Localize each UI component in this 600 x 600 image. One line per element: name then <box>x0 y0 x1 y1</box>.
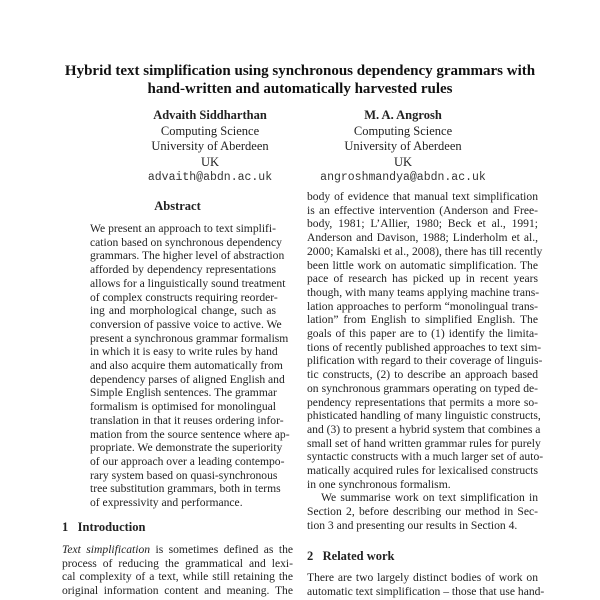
text-line: in one synchronous formalism. <box>307 477 451 491</box>
text-line: We present an approach to text simplifi- <box>90 222 276 235</box>
text-line: Section 2, before describing our method in Sec- <box>307 505 538 519</box>
right-column-body <box>307 190 544 533</box>
text-line: conversion of passive voice to active. We <box>90 317 282 331</box>
text-line: syntactic constructs with a much larger set of auto- <box>307 450 544 464</box>
text-line: in which it is easy to write rules by hand <box>90 345 278 359</box>
author-1 <box>110 108 310 186</box>
text-line: tree substitution grammars, both in terms <box>90 482 281 496</box>
author-2 <box>303 108 503 186</box>
text-line: cation based on synchronous dependency <box>90 235 282 249</box>
text-line: of expressivity and performance. <box>90 496 243 510</box>
text-line: Simple English sentences. The grammar <box>90 386 277 400</box>
author-dept: Computing Science <box>353 123 453 138</box>
author-country: UK <box>393 154 413 169</box>
text-line: dependency parses of aligned English and <box>90 372 285 386</box>
text-line: process of reducing the grammatical and lexi- <box>62 556 293 570</box>
paper-title <box>40 62 560 98</box>
author-name: M. A. Angrosh <box>364 108 442 122</box>
author-univ: University of Aberdeen <box>344 139 462 153</box>
text-line: of our approach over a leading contempo- <box>90 454 285 468</box>
section-heading-introduction: 1 Introduction <box>62 520 146 534</box>
text-line: body of evidence that manual text simplification <box>307 190 538 203</box>
text-line: afforded by dependency representations <box>90 263 276 277</box>
text-line: lation approaches to perform “monolingual trans- <box>307 299 538 313</box>
abstract-body <box>90 222 290 510</box>
text-line: rary system based on quasi-synchronous <box>90 468 278 482</box>
text-line: pendency representations that permits a more so- <box>307 395 538 409</box>
text-line: tic constructs, (2) to describe an approach based <box>307 368 538 382</box>
text-line: on synchronous grammars operating on typed de- <box>307 381 538 395</box>
abstract-heading: Abstract <box>154 199 201 213</box>
text-line: cal complexity of a text, while still retaining the <box>62 570 293 584</box>
text-line: goals of this paper are to (1) identify the limita- <box>307 327 538 341</box>
title-line: hand-written and automatically harvested rules <box>147 81 453 97</box>
text-line: tions of recently published approaches to text sim- <box>307 340 542 354</box>
text-line: been little work on automatic simplification. The <box>307 258 538 272</box>
author-country: UK <box>200 154 220 169</box>
text-line: We summarise work on text simplification in <box>321 491 538 505</box>
text-line: original information content and meaning. The <box>62 584 293 598</box>
text-line: plification with regard to their coverage of linguis- <box>307 354 543 368</box>
text-line: though, with many teams applying machine trans- <box>307 285 540 299</box>
text-line: Anderson and Davison, 1988; Linderholm et al., <box>307 231 538 245</box>
text-line: matically acquired rules for lexicalised constructs <box>307 464 538 478</box>
text-line: is an effective intervention (Anderson and Free- <box>307 203 538 217</box>
text-line: propriate. We demonstrate the superiority <box>90 441 283 455</box>
author-email: angroshmandya@abdn.ac.uk <box>320 171 486 184</box>
text-line: grammars. The higher level of abstraction <box>90 249 285 263</box>
section-heading-related-work: 2 Related work <box>307 549 395 563</box>
text-line: body, 1981; L’Allier, 1980; Beck et al., 1991; <box>307 217 538 231</box>
text-line: 2000; Kamalski et al., 2008), there has till recently <box>307 244 543 258</box>
text-line: mation from the source sentence where ap- <box>90 427 290 441</box>
text-line: and (3) to present a hybrid system that combines a <box>307 422 541 436</box>
text-line: allows for a linguistically sound treatment <box>90 276 286 290</box>
text-line: pace of research has picked up in recent years <box>307 272 538 286</box>
author-email: advaith@abdn.ac.uk <box>147 171 273 184</box>
text-line: and also acquire them automatically from <box>90 359 283 373</box>
author-dept: Computing Science <box>160 123 260 138</box>
text-line: ing and morphological change, such as <box>90 304 276 318</box>
text-line: translation in that it reuses ordering infor- <box>90 413 284 427</box>
related-work-body <box>307 571 545 598</box>
author-univ: University of Aberdeen <box>151 139 269 153</box>
text-line: small set of hand written grammar rules for purely <box>307 436 541 450</box>
introduction-body <box>62 543 293 598</box>
text-span: is sometimes defined as the <box>150 543 294 556</box>
text-line <box>62 543 293 557</box>
text-line: lation” from English to simplified English. The <box>307 313 538 327</box>
title-line: Hybrid text simplification using synchronous dependency grammars with <box>64 63 536 79</box>
text-line: There are two largely distinct bodies of work on <box>307 571 538 584</box>
text-line: tion 3 and presenting our results in Section 4. <box>307 518 518 532</box>
italic-term: Text simplification <box>62 543 151 556</box>
text-line: phisticated handling of many linguistic constructs, <box>307 409 541 423</box>
author-name: Advaith Siddharthan <box>153 108 267 122</box>
text-line: of complex constructs requiring reorder- <box>90 290 278 304</box>
text-line: formalism is optimised for monolingual <box>90 400 276 414</box>
text-line: automatic text simplification – those that use hand- <box>307 584 545 598</box>
text-line: present a synchronous grammar formalism <box>90 331 289 345</box>
